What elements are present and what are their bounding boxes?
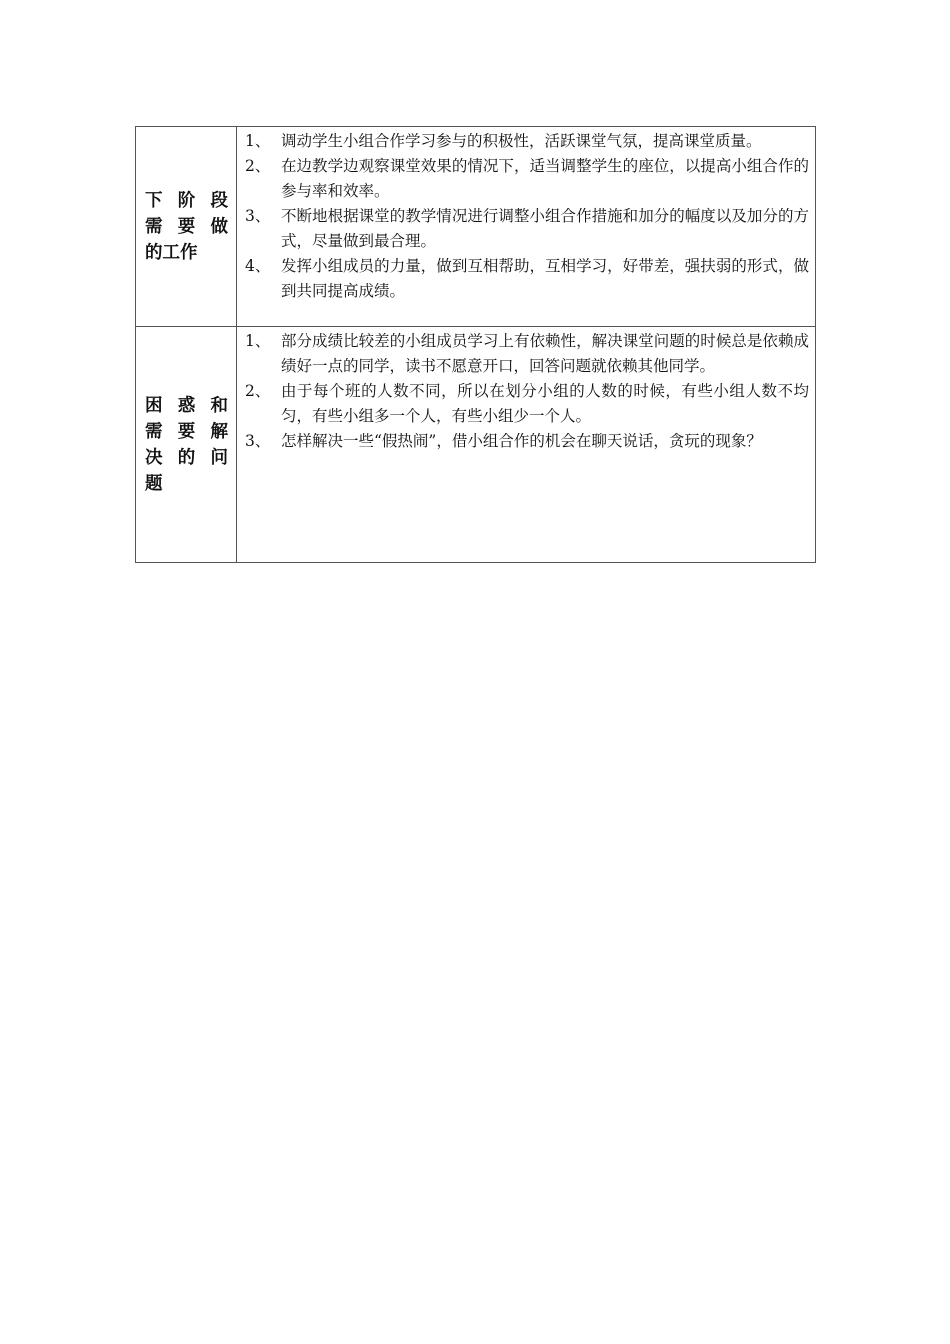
heading-line: [145, 393, 228, 419]
list-item: [245, 429, 809, 454]
row-content-problems: [237, 327, 816, 563]
list-item: [245, 254, 809, 304]
heading-line: [145, 214, 228, 240]
item-number: 4、: [245, 257, 271, 275]
list-item: [245, 129, 809, 154]
heading-char: 做: [210, 216, 228, 237]
item-text: 怎样解决一些“假热闹”，借小组合作的机会在聊天说话，贪玩的现象？: [281, 432, 762, 450]
heading-line: [145, 419, 228, 445]
item-number: 2、: [245, 382, 271, 400]
table-row-problems: [136, 327, 816, 563]
heading-char: 困: [145, 395, 163, 416]
heading-char: 决: [145, 447, 163, 468]
heading-char: 题: [145, 473, 163, 494]
heading-char: 和: [210, 395, 228, 416]
item-text: 部分成绩比较差的小组成员学习上有依赖性，解决课堂问题的时候总是依赖成绩好一点的同学，读书不愿意开口，回答问题就依赖其他同学。: [281, 332, 809, 375]
table-row-next-stage: [136, 127, 816, 327]
heading-char: 问: [210, 447, 228, 468]
heading-char: 阶: [177, 190, 196, 211]
heading-line: [145, 471, 228, 497]
heading-char: 段: [210, 190, 228, 211]
heading-char: 下: [145, 190, 163, 211]
heading-char: 需: [145, 421, 163, 442]
item-text: 不断地根据课堂的教学情况进行调整小组合作措施和加分的幅度以及加分的方式，尽量做到最合理。: [281, 207, 809, 250]
heading-char: 的: [177, 447, 196, 468]
list-item: [245, 154, 809, 204]
item-number: 1、: [245, 132, 271, 150]
heading-char: 要: [177, 421, 196, 442]
row-content-next-stage: [237, 127, 816, 327]
heading-char: 需: [145, 216, 163, 237]
item-number: 1、: [245, 332, 271, 350]
item-text: 发挥小组成员的力量，做到互相帮助，互相学习，好带差，强扶弱的形式，做到共同提高成绩。: [281, 257, 809, 300]
item-number: 2、: [245, 157, 271, 175]
item-number: 3、: [245, 432, 271, 450]
plan-table: [135, 126, 816, 563]
heading-char: 惑: [177, 395, 196, 416]
item-text: 在边教学边观察课堂效果的情况下，适当调整学生的座位，以提高小组合作的参与率和效率。: [281, 157, 809, 200]
heading-char: 解: [210, 421, 228, 442]
item-number: 3、: [245, 207, 271, 225]
item-text: 由于每个班的人数不同，所以在划分小组的人数的时候，有些小组人数不均匀，有些小组多一个人，有些小组少一个人。: [281, 382, 809, 425]
item-text: 调动学生小组合作学习参与的积极性，活跃课堂气氛，提高课堂质量。: [281, 132, 762, 150]
list-item: [245, 204, 809, 254]
heading-line: [145, 188, 228, 214]
heading-line: [145, 445, 228, 471]
row-heading-problems: [136, 327, 237, 563]
list-item: [245, 379, 809, 429]
list-item: [245, 329, 809, 379]
heading-char: 要: [177, 216, 196, 237]
heading-line: [145, 240, 228, 266]
heading-char: 的工作: [145, 242, 198, 263]
row-heading-next-stage: [136, 127, 237, 327]
